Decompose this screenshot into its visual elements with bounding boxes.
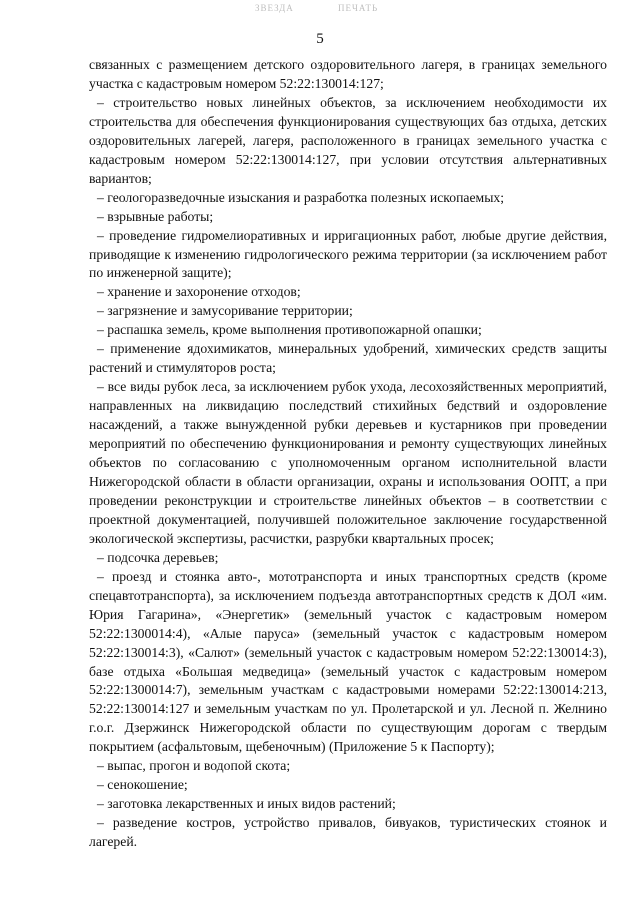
document-body <box>89 56 607 852</box>
paragraph-continuation: связанных с размещением детского оздоровительного лагеря, в границах земельного участка с кадастровым номером 52:22:130014:127; <box>89 57 607 91</box>
stamp-text-right: ПЕЧАТЬ <box>338 3 379 13</box>
list-item-linear-objects: – строительство новых линейных объектов, за исключением необходимости их строительства для обеспечения функционирования существующих баз отдыха, детских оздоровительных лагерей, лагеря, расположенного в границах земельного участка с кадастровым номером 52:22:130014:127, при условии отсутствия альтернативных вариантов; <box>89 94 607 186</box>
list-item-chemicals: – применение ядохимикатов, минеральных удобрений, химических средств защиты растений и стимуляторов роста; <box>89 341 607 376</box>
list-item-herbs: – заготовка лекарственных и иных видов растений; <box>97 796 396 812</box>
list-item-grazing: – выпас, прогон и водопой скота; <box>97 758 291 774</box>
stamp-text-left: ЗВЕЗДА <box>255 3 294 13</box>
list-item-vehicles: – проезд и стоянка авто-, мототранспорта и иных транспортных средств (кроме спецавтотранспорта), за исключением подъезда автотранспортных средств к ДОЛ «им. Юрия Гагарина», «Энергетик» (земельный участок с кадастровым номером 52:22:1300014:4), «Алые паруса» (земельный участок с кадастровым номером 52:22:130014:3), «Салют» (земельный участок с кадастровым номером 52:22:130014:3), базе отдыха «Большая медведица» (земельный участок с кадастровым номером 52:22:1300014:7), земельным участкам с кадастровыми номерами 52:22:130014:213, 52:22:130014:127 и земельным участкам по ул. Пролетарской и ул. Лесной п. Желнино г.о.г. Дзержинск Нижегородской области по существующим дорогам с твердым покрытием (асфальтовым, щебеночным) (Приложение 5 к Паспорту); <box>89 568 607 755</box>
list-item-campfires: – разведение костров, устройство привалов, бивуаков, туристических стоянок и лагерей. <box>89 815 607 850</box>
list-item-waste: – хранение и захоронение отходов; <box>97 284 301 300</box>
header-stamp <box>0 3 640 15</box>
list-item-blasting: – взрывные работы; <box>97 208 214 224</box>
list-item-hydro: – проведение гидромелиоративных и ирригационных работ, любые другие действия, приводящие к изменению гидрологического режима территории (за исключением работ по инженерной защите); <box>89 227 607 281</box>
list-item-haymaking: – сенокошение; <box>97 777 188 793</box>
list-item-plowing: – распашка земель, кроме выполнения противопожарной опашки; <box>97 322 482 338</box>
list-item-tapping: – подсочка деревьев; <box>97 549 219 565</box>
list-item-logging: – все виды рубок леса, за исключением рубок ухода, лесохозяйственных мероприятий, направленных на ликвидацию последствий стихийных бедствий и оздоровление насаждений, а также вынужденной рубки деревьев и кустарников при проведении мероприятий по обеспечению функционирования и ремонту существующих линейных объектов по согласованию с уполномоченным органом исполнительной власти Нижегородской области в области организации, охраны и использования ООПТ, а при проведении реконструкции и строительстве линейных объектов – в соответствии с проектной документацией, получившей положительное заключение государственной экологической экспертизы, расчистки, разрубки квартальных просек; <box>89 379 607 546</box>
list-item-pollution: – загрязнение и замусоривание территории; <box>97 303 353 319</box>
page-number: 5 <box>316 31 324 47</box>
list-item-geology: – геологоразведочные изыскания и разработка полезных ископаемых; <box>97 189 505 205</box>
